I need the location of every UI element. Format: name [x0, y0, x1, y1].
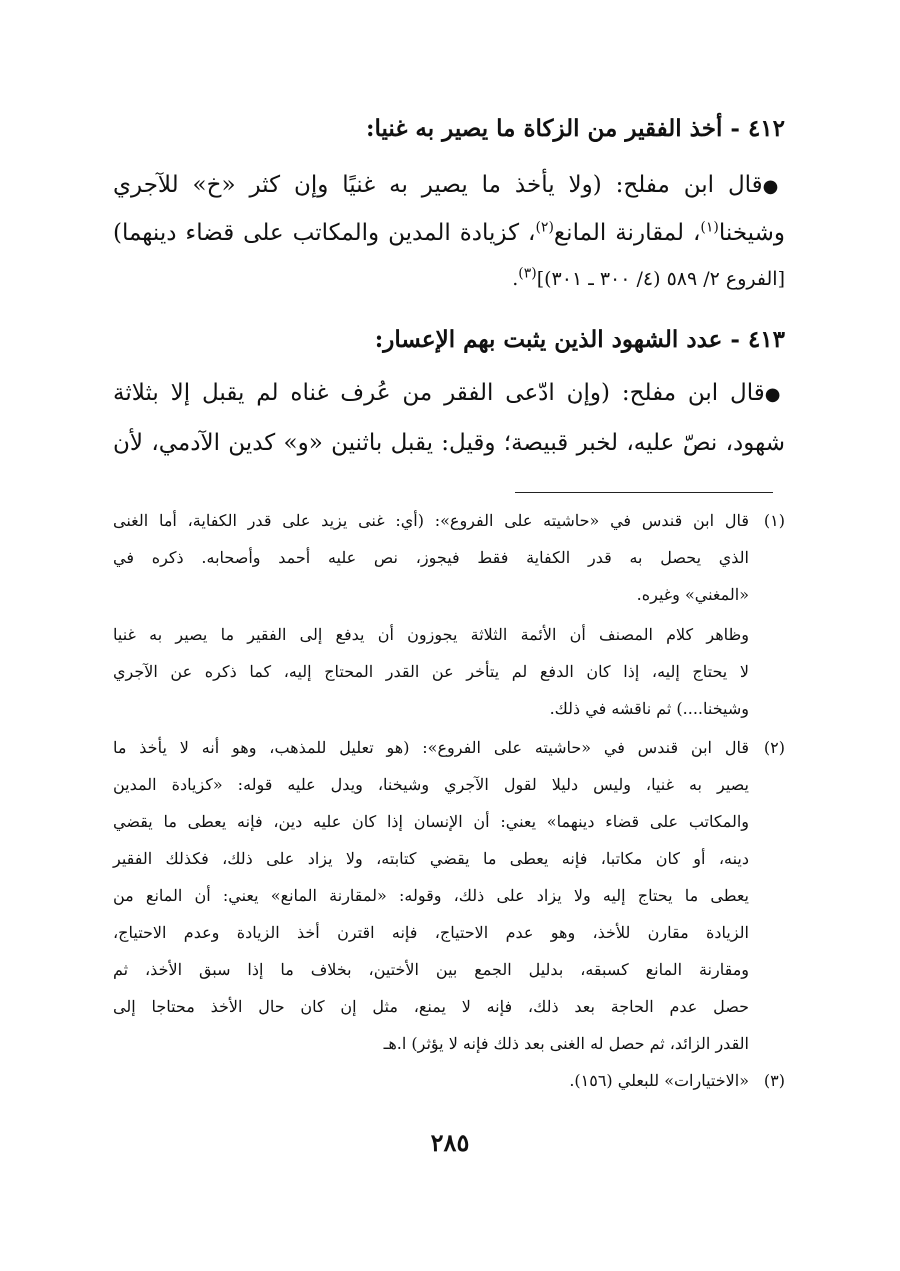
section-413-line-1	[113, 380, 785, 406]
footnote-separator	[515, 492, 773, 493]
footnote-ref-1: (١)	[700, 219, 719, 236]
footnote-ref-2: (٢)	[535, 219, 554, 236]
footnote-2-line-7: ومقارنة المانع كسبقه، بدليل الجمع بين الأختين، بخلاف ما إذا سبق الأخذ، ثم	[113, 960, 749, 979]
text-segment: .	[512, 268, 519, 290]
footnote-1-line-6: وشيخنا....) ثم ناقشه في ذلك.	[549, 699, 749, 718]
footnote-2-line-8: حصل عدم الحاجة بعد ذلك، فإنه لا يمنع، مثل إن كان حال الأخذ محتاجا إلى	[113, 997, 749, 1016]
section-412-heading: ٤١٢ - أخذ الفقير من الزكاة ما يصير به غنيا:	[365, 115, 785, 142]
footnote-ref-3: (٣)	[518, 265, 537, 282]
footnote-1-line-2: الذي يحصل به قدر الكفاية فقط فيجوز، نص عليه أحمد وأصحابه. ذكره في	[113, 548, 749, 567]
section-413-text-1: قال ابن مفلح: (وإن ادّعى الفقر من عُرف غناه لم يقبل إلا بثلاثة	[113, 380, 765, 406]
text-segment: ، كزيادة المدين والمكاتب على قضاء دينهما)	[113, 220, 536, 246]
footnote-2-line-3: والمكاتب على قضاء دينهما» يعني: أن الإنسان إذا كان عليه دين، فإنه يعطى ما يقضي	[113, 812, 749, 831]
page-number: ٢٨٥	[430, 1128, 470, 1157]
section-413-heading: ٤١٣ - عدد الشهود الذين يثبت بهم الإعسار:	[374, 326, 785, 353]
section-412-text-1: قال ابن مفلح: (ولا يأخذ ما يصير به غنيًا وإن كثر «خ» للآجري	[113, 172, 763, 198]
section-412-line-1	[113, 172, 785, 198]
footnote-3-number: (٣)	[763, 1071, 785, 1090]
footnote-1-number: (١)	[763, 511, 785, 530]
text-segment: ، لمقارنة المانع	[553, 220, 701, 246]
footnote-3	[113, 1071, 785, 1090]
footnote-2-line-9: القدر الزائد، ثم حصل له الغنى بعد ذلك فإنه لا يؤثر) ا.هـ	[383, 1034, 749, 1053]
footnote-2-line-5: يعطى ما يحتاج إليه ولا يزاد على ذلك، وقوله: «لمقارنة المانع» يعني: أن المانع من	[113, 886, 749, 905]
footnote-1-line-3: «المغني» وغيره.	[636, 585, 749, 604]
footnote-2-line-6: الزيادة مقارن للأخذ، وهو عدم الاحتياج، فإنه اقترن أخذ الزيادة وعدم الاحتياج،	[113, 923, 749, 942]
footnote-2-line-2: يصير به غنيا، وليس دليلا لقول الآجري وشيخنا، ويدل عليه قوله: «كزيادة المدين	[113, 775, 749, 794]
section-412-line-3	[113, 265, 785, 290]
footnote-2-line-1	[113, 738, 785, 757]
footnote-2-line-4: دينه، أو كان مكاتبا، فإنه يعطى ما يقضي كتابته، ولا يزاد على ذلك، فكذلك الفقير	[113, 849, 749, 868]
section-412-line-2	[113, 220, 785, 246]
footnote-text: قال ابن قندس في «حاشيته على الفروع»: (هو تعليل للمذهب، وهو أنه لا يأخذ ما	[113, 738, 749, 757]
text-segment: وشيخنا	[718, 220, 785, 246]
footnote-2-number: (٢)	[763, 738, 785, 757]
footnote-text: «الاختيارات» للبعلي (١٥٦).	[569, 1071, 749, 1090]
bullet-icon: ●	[762, 176, 785, 197]
footnote-1-line-5: لا يحتاج إليه، إذا كان الدفع لم يتأخر عن القدر المحتاج إليه، كما ذكره عن الآجري	[113, 662, 749, 681]
footnote-text: قال ابن قندس في «حاشيته على الفروع»: (أي: غنى يزيد على قدر الكفاية، أما الغنى	[113, 511, 749, 530]
footnote-1-line-4: وظاهر كلام المصنف أن الأئمة الثلاثة يجوزون أن يدفع إلى الفقير ما يصير به غنيا	[113, 625, 749, 644]
citation: [الفروع ٢/ ٥٨٩ (٤/ ٣٠٠ ـ ٣٠١)]	[536, 268, 785, 290]
bullet-icon: ●	[764, 384, 785, 405]
footnote-1-line-1	[113, 511, 785, 530]
section-413-line-2: شهود، نصّ عليه، لخبر قبيصة؛ وقيل: يقبل باثنين «و» كدين الآدمي، لأن	[113, 430, 785, 456]
